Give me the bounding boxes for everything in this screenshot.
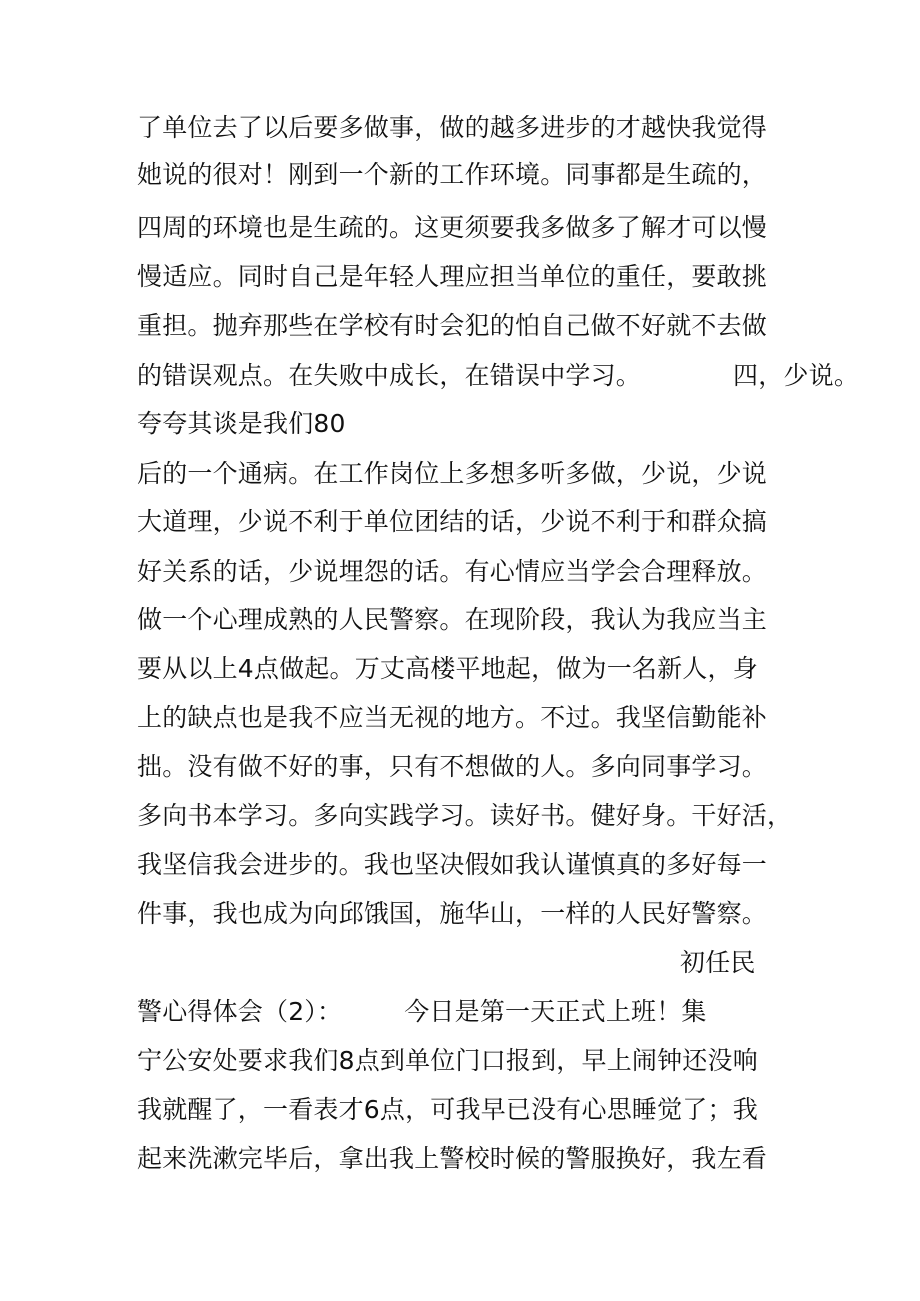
text-line: 件事，我也成为向邱饿国，施华山，一样的人民好警察。 xyxy=(137,899,768,928)
text-line: 上的缺点也是我不应当无视的地方。不过。我坚信勤能补 xyxy=(137,703,768,732)
text-line xyxy=(137,988,707,1035)
text-line: 四周的环境也是生疏的。这更须要我多做多了解才可以慢 xyxy=(137,213,768,242)
text-line-right: 初任民 xyxy=(680,948,756,977)
text-line: 拙。没有做不好的事，只有不想做的人。多向同事学习。 xyxy=(137,752,768,781)
text-line: 她说的很对！刚到一个新的工作环境。同事都是生疏的， xyxy=(137,160,768,189)
text-line: 我坚信我会进步的。我也坚决假如我认谨慎真的多好每一 xyxy=(137,850,768,879)
text-line: 重担。抛弃那些在学校有时会犯的怕自己做不好就不去做 xyxy=(137,311,768,340)
text-segment: 的错误观点。在失败中成长，在错误中学习。 xyxy=(137,361,642,390)
section-heading-4: 四，少说。 xyxy=(733,361,860,390)
text-segment: 今日是第一天正式上班！集 xyxy=(404,997,707,1026)
text-line: 好关系的话，少说埋怨的话。有心情应当学会合理释放。 xyxy=(137,557,768,586)
text-line: 了单位去了以后要多做事，做的越多进步的才越快我觉得 xyxy=(137,113,768,142)
section-heading-2: 警心得体会（2）： xyxy=(137,997,343,1026)
text-line: 夸夸其谈是我们80 xyxy=(137,409,346,438)
text-line: 后的一个通病。在工作岗位上多想多听多做，少说，少说 xyxy=(137,459,768,488)
text-line: 慢适应。同时自己是年轻人理应担当单位的重任，要敢挑 xyxy=(137,262,768,291)
text-line: 起来洗漱完毕后，拿出我上警校时候的警服换好，我左看 xyxy=(137,1144,768,1173)
text-line: 做一个心理成熟的人民警察。在现阶段，我认为我应当主 xyxy=(137,605,768,634)
text-line: 宁公安处要求我们8点到单位门口报到，早上闹钟还没响 xyxy=(137,1046,758,1075)
text-line: 大道理，少说不利于单位团结的话，少说不利于和群众搞 xyxy=(137,507,768,536)
text-line: 我就醒了，一看表才6点，可我早已没有心思睡觉了；我 xyxy=(137,1095,758,1124)
text-line xyxy=(137,352,859,399)
text-line: 多向书本学习。多向实践学习。读好书。健好身。干好活， xyxy=(137,801,793,830)
text-line: 要从以上4点做起。万丈高楼平地起，做为一名新人，身 xyxy=(137,654,758,683)
